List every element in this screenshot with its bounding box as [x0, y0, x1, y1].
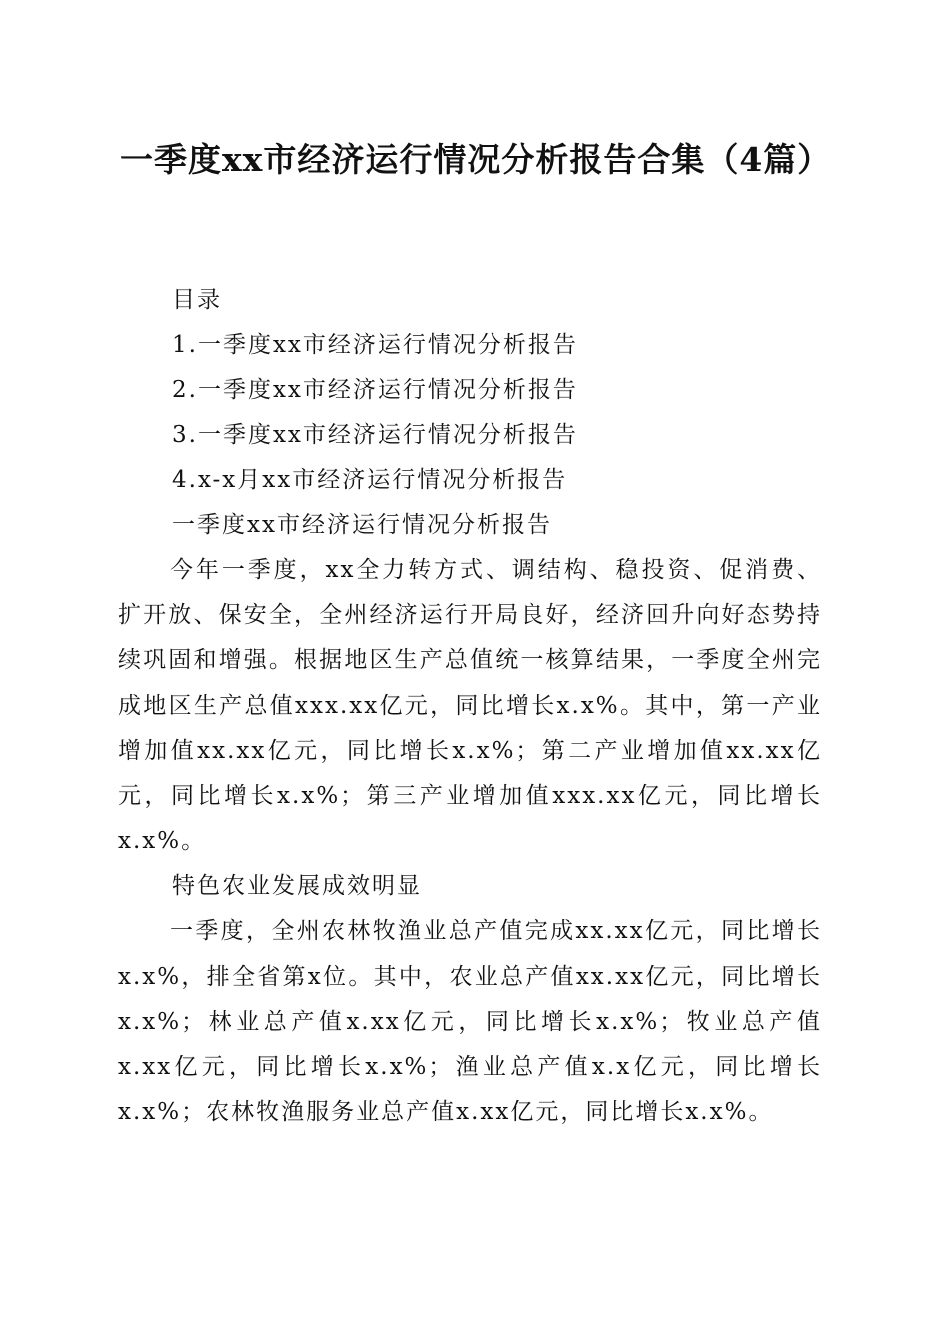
- paragraph-agriculture: 一季度，全州农林牧渔业总产值完成xx.xx亿元，同比增长x.x%，排全省第x位。其中，农业总产值xx.xx亿元，同比增长x.x%；林业总产值x.xx亿元，同比增长x.x%；牧业总产值x.xx亿元，同比增长x.x%；渔业总产值x.x亿元，同比增长x.x%；农林牧渔服务业总产值x.xx亿元，同比增长x.x%。: [118, 918, 822, 1126]
- toc-heading: 目录: [172, 287, 222, 313]
- subheading-agriculture: 特色农业发展成效明显: [172, 873, 422, 900]
- document-title: 一季度xx市经济运行情况分析报告合集（4篇）: [120, 140, 832, 179]
- toc-item-2: 2.一季度xx市经济运行情况分析报告: [172, 377, 578, 403]
- section-title: 一季度xx市经济运行情况分析报告: [172, 512, 552, 538]
- toc-item-4: 4.x-x月xx市经济运行情况分析报告: [172, 467, 568, 493]
- toc-item-3: 3.一季度xx市经济运行情况分析报告: [172, 422, 578, 448]
- toc-item-1: 1.一季度xx市经济运行情况分析报告: [172, 332, 578, 358]
- document-body: [118, 278, 822, 1135]
- paragraph-overview: 今年一季度，xx全力转方式、调结构、稳投资、促消费、扩开放、保安全，全州经济运行开局良好，经济回升向好态势持续巩固和增强。根据地区生产总值统一核算结果，一季度全州完成地区生产总值xxx.xx亿元，同比增长x.x%。其中，第一产业增加值xx.xx亿元，同比增长x.x%；第二产业增加值xx.xx亿元，同比增长x.x%；第三产业增加值xxx.xx亿元，同比增长x.x%。: [118, 557, 822, 855]
